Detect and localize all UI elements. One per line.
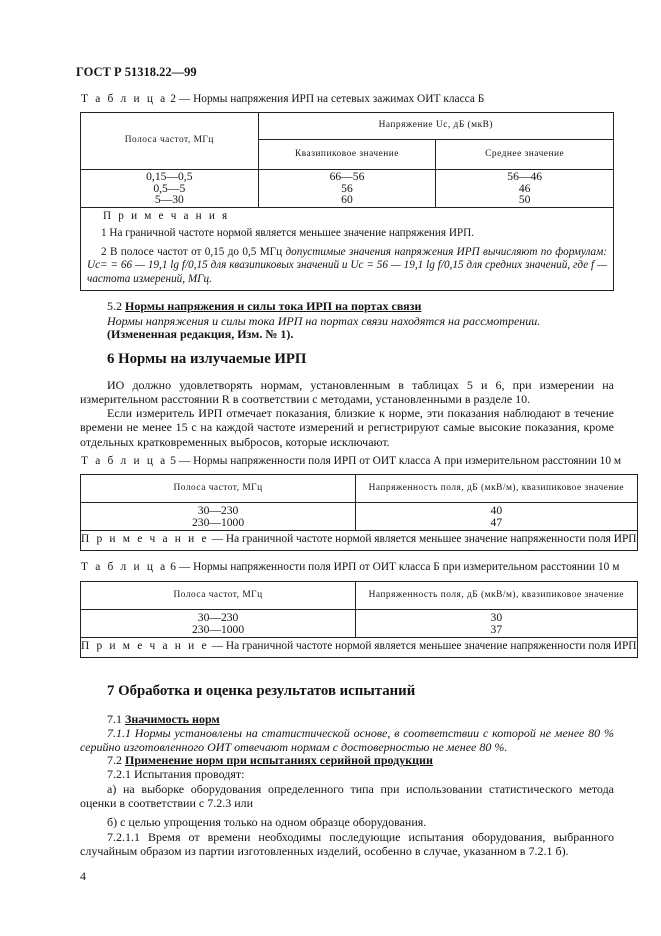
table2-col-qp: Квазипиковое значение <box>258 140 436 170</box>
table2 <box>80 112 614 291</box>
table6-caption-text: 6 — Нормы напряженности поля ИРП от ОИТ класса Б при измерительном расстоянии 10 м <box>170 561 620 573</box>
table2-qp-3: 60 <box>341 193 353 207</box>
table5-freq-2: 230—1000 <box>191 515 245 529</box>
section721: 7.2.1 Испытания проводят: <box>107 767 245 781</box>
table5-col-value: Напряженность поля, дБ (мкВ/м), квазипиковое значение <box>356 475 637 503</box>
document-header: ГОСТ Р 51318.22—99 <box>76 65 197 79</box>
section721-item-b: б) с целью упрощения только на одном образце оборудования. <box>107 815 427 829</box>
table2-notes-title: П р и м е ч а н и я <box>103 210 230 222</box>
section7-heading: 7 Обработка и оценка результатов испытаний <box>107 683 416 699</box>
table6 <box>80 581 638 658</box>
table5 <box>80 474 638 551</box>
table5-value-2: 47 <box>490 515 503 529</box>
table5-freq-1: 30—230 <box>197 504 239 517</box>
table5-caption <box>81 455 621 469</box>
table6-freq-2: 230—1000 <box>191 622 245 636</box>
table5-note-prefix: П р и м е ч а н и е <box>81 533 209 545</box>
table6-value-1: 30 <box>490 611 503 624</box>
table6-caption <box>81 561 619 575</box>
table6-note-text: — На граничной частоте нормой является меньшее значение напряженности поля ИРП <box>211 640 637 652</box>
table6-freq-cell <box>81 610 356 638</box>
section6-para2: Если измеритель ИРП отмечает показания, близкие к норме, эти показания наблюдают в течение времени не менее 15 с на каждой частоте измерений и регистрируют самые высокие показания, кроме отдельных кратковременных выбросов, которые исключают. <box>80 406 614 449</box>
table2-caption-prefix: Т а б л и ц а <box>81 93 168 105</box>
section6-heading: 6 Нормы на излучаемые ИРП <box>107 351 307 367</box>
table2-avg-3: 50 <box>518 193 531 207</box>
table5-value-1: 40 <box>490 504 503 517</box>
table5-freq-cell <box>81 503 356 531</box>
table2-freq-3: 5—30 <box>154 193 184 207</box>
table5-value-cell <box>356 503 637 531</box>
table6-col-value: Напряженность поля, дБ (мкВ/м), квазипиковое значение <box>356 582 637 610</box>
table2-avg-cell <box>436 170 614 208</box>
section52-revision: (Измененная редакция, Изм. № 1). <box>107 327 294 341</box>
section52-text: Нормы напряжения и силы тока ИРП на портах связи находятся на рассмотрении. <box>107 314 541 328</box>
table2-caption-text: 2 — Нормы напряжения ИРП на сетевых зажимах ОИТ класса Б <box>170 93 485 105</box>
table2-qp-1: 66—56 <box>329 170 365 184</box>
table2-caption <box>81 93 484 107</box>
table6-value-2: 37 <box>490 622 503 636</box>
section52-number: 5.2 <box>107 299 122 313</box>
section52-title <box>107 299 421 313</box>
table2-freq-1: 0,15—0,5 <box>146 170 193 184</box>
table6-col-freq: Полоса частот, МГц <box>81 582 356 610</box>
table5-note-text: — На граничной частоте нормой является меньшее значение напряженности поля ИРП <box>211 533 637 545</box>
table5-caption-prefix: Т а б л и ц а <box>81 455 168 467</box>
section71-title <box>107 712 220 726</box>
table2-col-freq: Полоса частот, МГц <box>81 113 259 170</box>
table2-avg-1: 56—46 <box>507 170 543 184</box>
section71-title-text: Значимость норм <box>125 712 220 726</box>
section72-title-text: Применение норм при испытаниях серийной продукции <box>125 753 433 767</box>
table2-avg-2: 46 <box>518 181 531 195</box>
table2-note2-start: 2 В полосе частот от 0,15 до 0,5 МГц <box>101 245 283 258</box>
section7211: 7.2.1.1 Время от времени необходимы последующие испытания оборудования, выбранного случайным образом из партии изготовленных изделий, особенно в случае, указанном в 7.2.1 б). <box>80 830 614 859</box>
table2-qp-2: 56 <box>341 181 353 195</box>
section72-number: 7.2 <box>107 753 122 767</box>
table2-note2-formula: допустимые значения напряжения ИРП вычисляют по формулам: Uc= = 66 — 19,1 lg f/0,15 для квазипиковых значений и Uc = 56 — 19,1 lg f/0,15 для средних значений, где f — частота измерений, МГц. <box>87 245 608 285</box>
section721-item-a: а) на выборке оборудования определенного типа при использовании статистического метода оценки в соответствии с 7.2.3 или <box>80 782 614 811</box>
table2-note1: 1 На граничной частоте нормой является меньшее значение напряжения ИРП. <box>101 227 475 240</box>
page-number: 4 <box>80 869 86 883</box>
section71-number: 7.1 <box>107 712 122 726</box>
table6-note <box>81 638 638 658</box>
table5-caption-text: 5 — Нормы напряженности поля ИРП от ОИТ класса А при измерительном расстоянии 10 м <box>170 455 622 467</box>
table2-freq-2: 0,5—5 <box>153 181 186 195</box>
table5-col-freq: Полоса частот, МГц <box>81 475 356 503</box>
table6-value-cell <box>356 610 637 638</box>
table2-col-avg: Среднее значение <box>436 140 614 170</box>
table2-note2 <box>87 246 607 286</box>
section52-title-text: Нормы напряжения и силы тока ИРП на портах связи <box>125 299 422 313</box>
section6-para1: ИО должно удовлетворять нормам, установленным в таблицах 5 и 6, при измерении на измерительном расстоянии R в соответствии с методами, установленными в разделе 10. <box>80 378 614 407</box>
section72-title <box>107 753 433 767</box>
table6-freq-1: 30—230 <box>197 611 239 624</box>
table2-notes <box>81 208 614 291</box>
table2-freq-cell <box>81 170 259 208</box>
table2-qp-cell <box>258 170 436 208</box>
table6-note-prefix: П р и м е ч а н и е <box>81 640 209 652</box>
section711: 7.1.1 Нормы установлены на статистической основе, в соответствии с которой не менее 80 % серийно изготовленного ОИТ отвечают нормам с достоверностью не менее 80 %. <box>80 726 614 755</box>
table2-col-voltage: Напряжение Uc, дБ (мкВ) <box>258 113 613 140</box>
table6-caption-prefix: Т а б л и ц а <box>81 561 168 573</box>
table5-note <box>81 531 638 551</box>
